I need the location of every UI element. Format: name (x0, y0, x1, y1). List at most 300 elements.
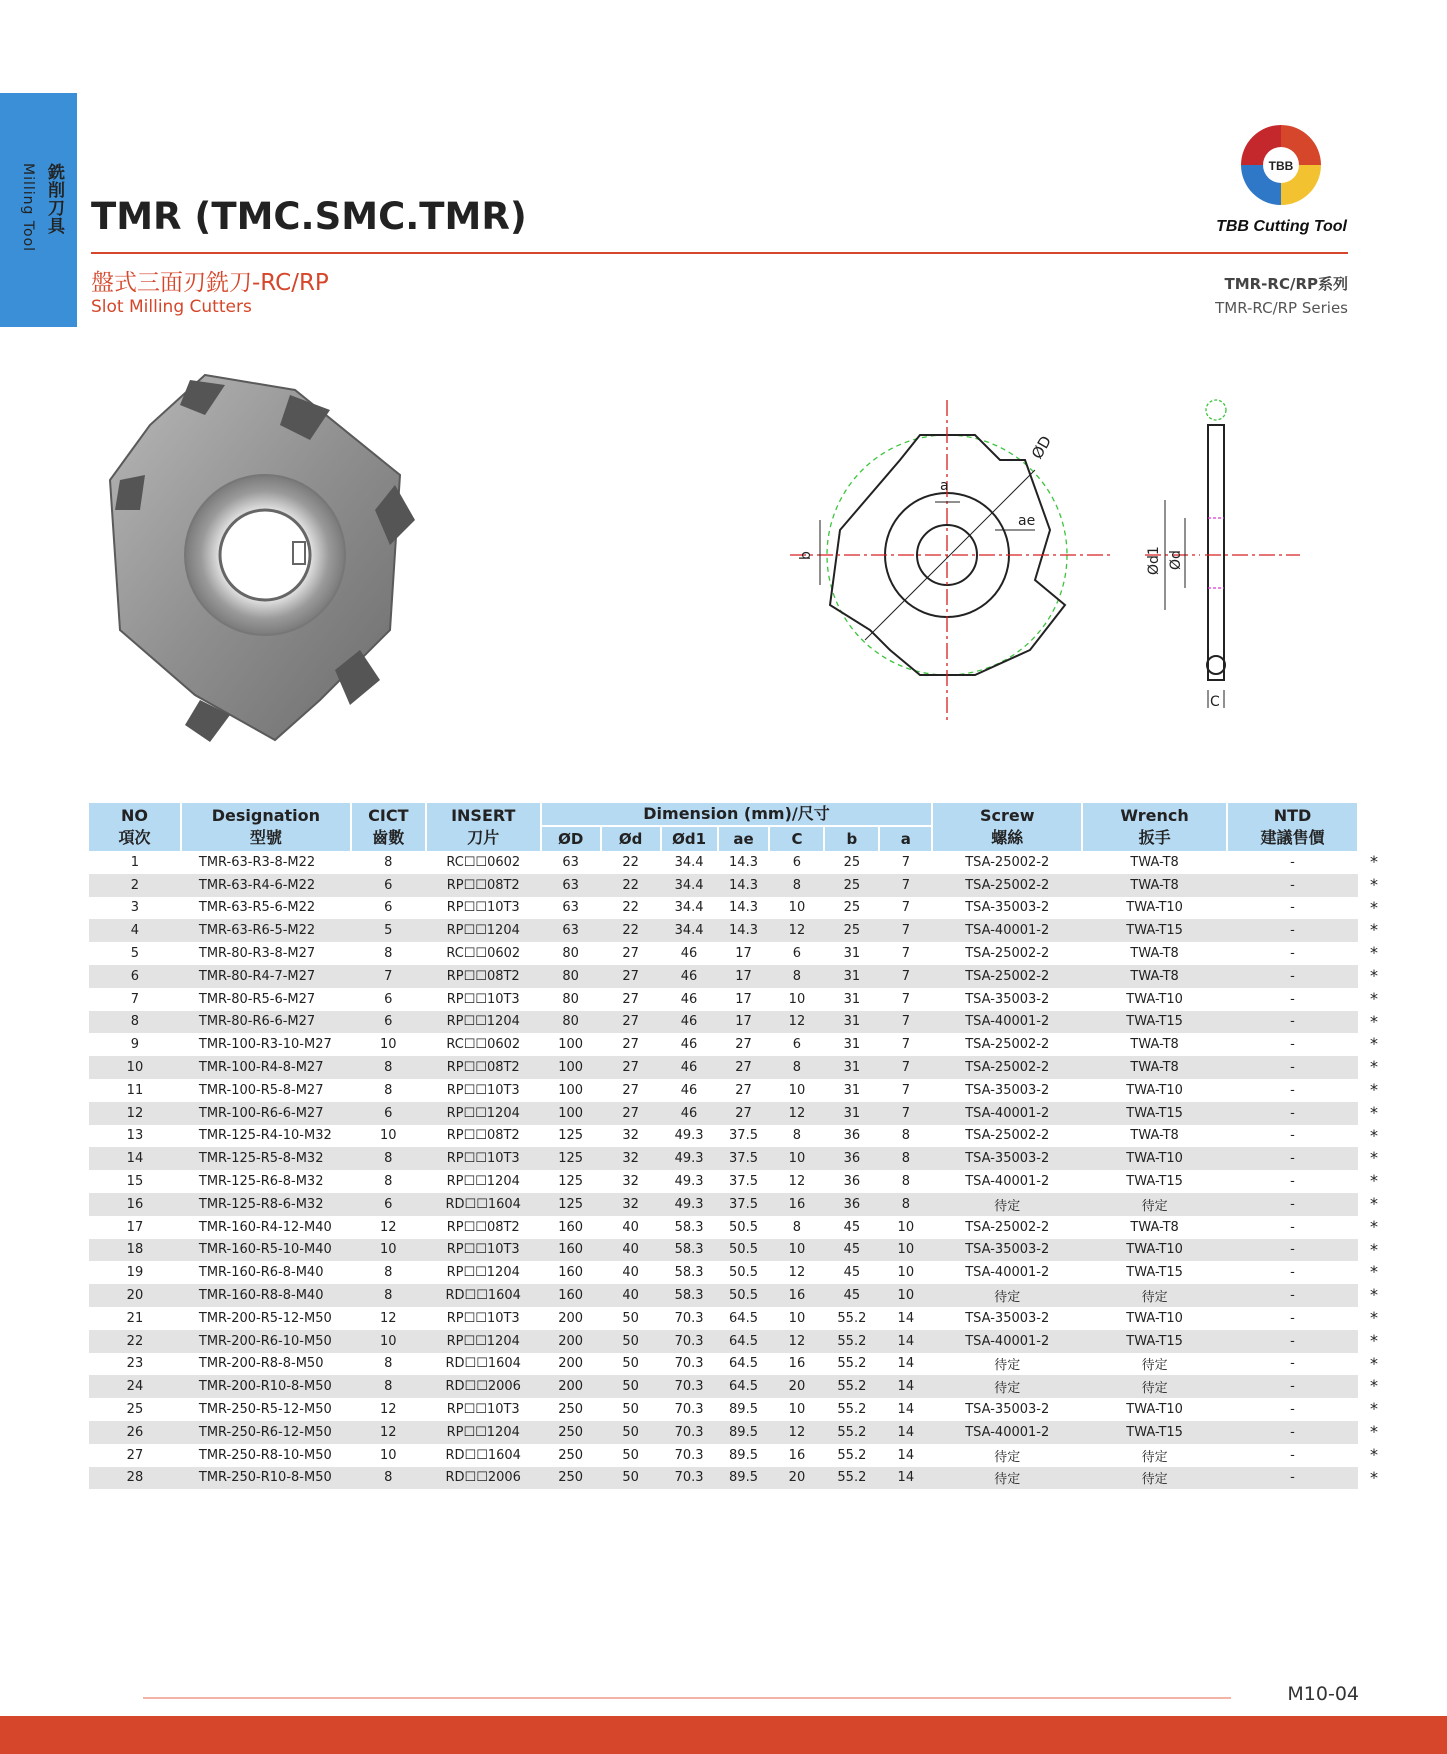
subtitle-en: Slot Milling Cutters (91, 297, 252, 317)
table-cell: TMR-63-R3-8-M22 (198, 854, 316, 870)
table-cell: 64.5 (729, 1356, 758, 1372)
table-row (89, 874, 1358, 897)
table-cell: 49.3 (661, 1193, 718, 1216)
col-header-cict: CICT 齒數 (351, 803, 426, 851)
table-cell: TSA-25002-2 (932, 965, 1082, 988)
table-cell: 46 (661, 965, 718, 988)
table-cell: 6 (89, 965, 181, 988)
table-cell: 6 (351, 1011, 426, 1034)
table-cell: 16 (769, 1193, 824, 1216)
table-cell: 89.5 (718, 1467, 770, 1490)
table-cell: 46 (680, 1037, 698, 1053)
label-d: Ød (1168, 550, 1184, 570)
stock-mark: * (1370, 874, 1378, 894)
stock-mark: * (1370, 1216, 1378, 1236)
table-cell: TMR-160-R8-8-M40 (181, 1284, 351, 1307)
table-cell: 34.4 (674, 900, 704, 916)
footer-bar (0, 1716, 1447, 1754)
table-cell: 8 (384, 1265, 393, 1281)
table-cell: 14.3 (729, 854, 758, 870)
stock-mark: * (1370, 1079, 1378, 1099)
table-cell: 55.2 (837, 1447, 867, 1463)
table-cell: 46 (680, 1082, 698, 1098)
table-cell: 10 (769, 1147, 824, 1170)
table-cell: 70.3 (674, 1310, 704, 1326)
stock-mark: * (1370, 1034, 1378, 1054)
stock-mark: * (1370, 965, 1378, 985)
table-cell: 27 (601, 1056, 661, 1079)
table-cell: TWA-T10 (1126, 1310, 1183, 1326)
table-cell: 31 (843, 1082, 861, 1098)
table-cell: TWA-T15 (1126, 1174, 1183, 1190)
table-cell: RP☐☐1204 (426, 1102, 541, 1125)
table-cell: 15 (126, 1174, 144, 1190)
table-cell: 28 (89, 1467, 181, 1490)
table-cell: 89.5 (729, 1447, 758, 1463)
table-cell: 14 (879, 1421, 932, 1444)
table-cell: 80 (562, 946, 579, 962)
table-cell: TMR-100-R4-8-M27 (181, 1056, 351, 1079)
table-cell: TWA-T10 (1126, 900, 1183, 916)
table-cell: RP☐☐08T2 (426, 1056, 541, 1079)
table-cell: - (1227, 1147, 1358, 1170)
stock-mark: * (1370, 1330, 1378, 1350)
table-cell: 50 (622, 1310, 639, 1326)
table-cell: RP☐☐08T2 (446, 1219, 520, 1235)
table-row (89, 942, 1358, 965)
stock-mark: * (1370, 1193, 1378, 1213)
table-cell: 23 (126, 1356, 144, 1372)
table-cell: TSA-35003-2 (932, 1147, 1082, 1170)
table-cell: 200 (541, 1330, 601, 1353)
table-row (89, 1056, 1358, 1079)
table-cell: 70.3 (661, 1467, 718, 1490)
table-cell: RC☐☐0602 (446, 1037, 521, 1053)
table-cell: 125 (558, 1128, 584, 1144)
table-cell: 31 (824, 1102, 879, 1125)
table-cell: - (1290, 1174, 1295, 1190)
table-cell: RP☐☐10T3 (446, 1082, 520, 1098)
table-row (89, 1239, 1358, 1262)
table-cell: 1 (130, 854, 140, 870)
table-cell: 8 (351, 1056, 426, 1079)
table-cell: 63 (562, 854, 579, 870)
table-cell: 10 (897, 1219, 915, 1235)
table-cell: 20 (769, 1375, 824, 1398)
table-row (89, 1011, 1358, 1034)
table-cell: 12 (769, 1102, 824, 1125)
table-cell: 37.5 (718, 1147, 770, 1170)
logo-text: TBB Cutting Tool (1216, 218, 1347, 235)
table-cell: 36 (843, 1174, 861, 1190)
table-cell: 58.3 (674, 1219, 704, 1235)
table-cell: TSA-40001-2 (965, 1174, 1050, 1190)
table-cell: 70.3 (661, 1330, 718, 1353)
header-divider (91, 252, 1348, 254)
table-cell: 89.5 (718, 1421, 770, 1444)
table-cell: 7 (901, 991, 910, 1007)
table-cell: 待定 (1082, 1284, 1227, 1307)
table-cell: 8 (384, 1356, 393, 1372)
table-cell: TMR-100-R5-8-M27 (198, 1082, 324, 1098)
table-cell: 12 (380, 1310, 397, 1326)
table-cell: 10 (380, 1447, 397, 1463)
table-cell: TSA-35003-2 (965, 900, 1050, 916)
table-cell: 100 (541, 1056, 601, 1079)
table-cell: - (1227, 1102, 1358, 1125)
table-cell: RP☐☐1204 (426, 1421, 541, 1444)
table-cell: 12 (769, 1011, 824, 1034)
table-cell: 12 (351, 1421, 426, 1444)
table-cell: 50 (622, 1447, 639, 1463)
table-cell: TSA-25002-2 (965, 1219, 1050, 1235)
table-cell: 7 (879, 1011, 932, 1034)
table-cell: - (1290, 1447, 1295, 1463)
table-cell: TWA-T10 (1126, 991, 1183, 1007)
table-cell: 64.5 (718, 1330, 770, 1353)
table-cell: 6 (792, 1037, 802, 1053)
table-row (89, 1033, 1358, 1056)
col-header-screw: Screw 螺絲 (932, 803, 1082, 851)
table-cell: 14.3 (718, 874, 770, 897)
table-cell: 70.3 (661, 1375, 718, 1398)
table-cell: 50.5 (718, 1239, 770, 1262)
table-cell: 32 (622, 1128, 639, 1144)
table-cell: 19 (126, 1265, 144, 1281)
table-cell: 7 (130, 991, 140, 1007)
table-cell: RP☐☐1204 (446, 1265, 520, 1281)
table-cell: TMR-160-R6-8-M40 (198, 1265, 324, 1281)
table-cell: 10 (788, 1082, 806, 1098)
table-cell: 46 (661, 1102, 718, 1125)
table-cell: 31 (843, 1037, 861, 1053)
table-cell: 8 (384, 1174, 393, 1190)
stock-mark: * (1370, 988, 1378, 1008)
table-cell: TWA-T10 (1126, 1402, 1183, 1418)
table-cell: 200 (541, 1375, 601, 1398)
table-cell: 25 (824, 919, 879, 942)
table-cell: 22 (601, 919, 661, 942)
table-cell: 50 (601, 1467, 661, 1490)
table-cell: 37.5 (718, 1193, 770, 1216)
table-cell: 32 (622, 1174, 639, 1190)
table-cell: 80 (562, 991, 579, 1007)
table-cell: 31 (824, 1056, 879, 1079)
table-cell: TSA-35003-2 (965, 991, 1050, 1007)
table-cell: TMR-200-R5-12-M50 (198, 1310, 332, 1326)
table-cell: 125 (558, 1174, 584, 1190)
table-cell: 55.2 (824, 1467, 879, 1490)
stock-mark: * (1370, 1057, 1378, 1077)
table-cell: 250 (541, 1467, 601, 1490)
table-cell: 25 (843, 854, 861, 870)
table-cell: TMR-125-R6-8-M32 (198, 1174, 324, 1190)
stock-mark: * (1370, 1285, 1378, 1305)
table-cell: 50.5 (718, 1284, 770, 1307)
table-cell: 6 (384, 991, 393, 1007)
table-cell: 80 (541, 965, 601, 988)
stock-mark: * (1370, 1011, 1378, 1031)
table-cell: 45 (843, 1219, 861, 1235)
table-cell: 待定 (932, 1284, 1082, 1307)
table-cell: 50.5 (729, 1265, 758, 1281)
table-cell: 250 (558, 1447, 584, 1463)
table-cell: 7 (901, 854, 910, 870)
table-cell: 31 (843, 946, 861, 962)
table-cell: 37.5 (729, 1174, 758, 1190)
table-cell: 8 (769, 874, 824, 897)
table-cell: 26 (89, 1421, 181, 1444)
table-cell: 27 (735, 1037, 752, 1053)
table-cell: 18 (89, 1239, 181, 1262)
stock-mark: * (1370, 852, 1378, 871)
table-cell: RP☐☐10T3 (446, 991, 520, 1007)
table-cell: RC☐☐0602 (446, 854, 521, 870)
table-cell: TMR-63-R4-6-M22 (181, 874, 351, 897)
table-cell: 10 (89, 1056, 181, 1079)
table-cell: 80 (541, 1011, 601, 1034)
spec-table (89, 803, 1359, 1489)
table-cell: - (1227, 1239, 1358, 1262)
table-cell: 55.2 (837, 1402, 867, 1418)
table-cell: TSA-35003-2 (932, 1239, 1082, 1262)
table-cell: 100 (558, 1082, 584, 1098)
table-cell: - (1227, 874, 1358, 897)
table-cell: 8 (89, 1011, 181, 1034)
table-cell: 12 (769, 1421, 824, 1444)
table-cell: RD☐☐2006 (426, 1467, 541, 1490)
table-cell: 50 (601, 1330, 661, 1353)
table-cell: 63 (541, 919, 601, 942)
table-cell: - (1227, 1284, 1358, 1307)
table-cell: 8 (351, 1147, 426, 1170)
table-cell: TMR-100-R6-6-M27 (181, 1102, 351, 1125)
table-cell: 55.2 (824, 1375, 879, 1398)
logo-mark-text: TBB (1268, 159, 1294, 173)
table-row (89, 988, 1358, 1011)
table-cell: 10 (879, 1284, 932, 1307)
table-cell: TMR-80-R5-6-M27 (198, 991, 316, 1007)
table-cell: TMR-200-R10-8-M50 (181, 1375, 351, 1398)
table-cell: 8 (351, 1284, 426, 1307)
table-row (89, 1125, 1358, 1148)
table-cell: TMR-80-R3-8-M27 (198, 946, 316, 962)
table-cell: 160 (558, 1265, 584, 1281)
table-cell: 22 (622, 854, 639, 870)
table-cell: TSA-25002-2 (932, 874, 1082, 897)
table-cell: TWA-T8 (1130, 1128, 1179, 1144)
stock-mark: * (1370, 1102, 1378, 1122)
table-cell: TMR-80-R6-6-M27 (181, 1011, 351, 1034)
table-cell: 7 (901, 946, 910, 962)
table-cell: 10 (788, 991, 806, 1007)
table-cell: 55.2 (837, 1356, 867, 1372)
table-cell: - (1290, 1310, 1295, 1326)
table-cell: 49.3 (661, 1147, 718, 1170)
table-cell: 25 (843, 900, 861, 916)
table-cell: 250 (558, 1402, 584, 1418)
table-cell: - (1227, 1193, 1358, 1216)
table-cell: 46 (661, 1056, 718, 1079)
table-cell: TWA-T8 (1130, 854, 1179, 870)
table-cell: 14 (879, 1375, 932, 1398)
table-cell: 8 (879, 1147, 932, 1170)
table-cell: 8 (792, 1128, 802, 1144)
table-cell: 8 (901, 1174, 910, 1190)
table-cell: TSA-40001-2 (932, 1102, 1082, 1125)
table-cell: 待定 (1082, 1467, 1227, 1490)
table-row (89, 1284, 1358, 1307)
table-cell: TWA-T15 (1082, 1102, 1227, 1125)
table-cell: 5 (351, 919, 426, 942)
table-row (89, 1170, 1358, 1193)
table-cell: TSA-35003-2 (965, 1402, 1050, 1418)
col-header-ntd: NTD 建議售價 (1227, 803, 1358, 851)
table-cell: 34.4 (674, 854, 704, 870)
table-cell: 160 (541, 1284, 601, 1307)
table-cell: 17 (718, 965, 770, 988)
cutter-product-image (105, 370, 445, 750)
label-D: ØD (1027, 432, 1056, 462)
table-cell: 27 (735, 1082, 752, 1098)
table-cell: 待定 (994, 1358, 1021, 1374)
table-cell: TSA-40001-2 (932, 1421, 1082, 1444)
table-cell: - (1227, 1330, 1358, 1353)
table-cell: TWA-T8 (1130, 946, 1179, 962)
stock-mark: * (1370, 1262, 1378, 1282)
table-cell: 40 (601, 1284, 661, 1307)
stock-mark: * (1370, 1171, 1378, 1191)
table-cell: TMR-80-R4-7-M27 (181, 965, 351, 988)
series-label-cn: TMR-RC/RP系列 (1224, 275, 1348, 293)
stock-mark: * (1370, 1353, 1378, 1373)
table-cell: TWA-T8 (1082, 965, 1227, 988)
table-cell: RP☐☐10T3 (446, 1402, 520, 1418)
table-cell: TMR-250-R8-10-M50 (198, 1447, 332, 1463)
table-cell: 46 (661, 1011, 718, 1034)
table-cell: 8 (769, 965, 824, 988)
table-cell: 27 (601, 1011, 661, 1034)
table-cell: TWA-T15 (1082, 919, 1227, 942)
table-cell: TWA-T10 (1082, 1239, 1227, 1262)
table-cell: 8 (384, 1082, 393, 1098)
table-cell: 待定 (994, 1449, 1021, 1465)
col-header-designation: Designation 型號 (181, 803, 351, 851)
table-cell: 27 (622, 1082, 639, 1098)
table-cell: 6 (351, 874, 426, 897)
table-row (89, 1467, 1358, 1490)
table-cell: 27 (126, 1447, 144, 1463)
table-cell: 21 (126, 1310, 144, 1326)
table-cell: 7 (879, 1056, 932, 1079)
table-row (89, 1147, 1358, 1170)
table-cell: 55.2 (837, 1310, 867, 1326)
table-cell: 待定 (932, 1193, 1082, 1216)
table-cell: 27 (622, 1037, 639, 1053)
table-cell: 20 (769, 1467, 824, 1490)
table-cell: 100 (558, 1037, 584, 1053)
table-row (89, 1102, 1358, 1125)
label-ae: ae (1018, 513, 1036, 529)
page-number: M10-04 (1287, 1683, 1359, 1705)
table-cell: 45 (824, 1239, 879, 1262)
table-cell: TSA-25002-2 (965, 946, 1050, 962)
table-row (89, 919, 1358, 942)
table-cell: 6 (384, 900, 393, 916)
table-cell: 55.2 (824, 1421, 879, 1444)
table-cell: 8 (351, 1467, 426, 1490)
table-cell: TWA-T15 (1082, 1011, 1227, 1034)
table-cell: 14 (89, 1147, 181, 1170)
table-cell: 27 (718, 1102, 770, 1125)
table-cell: TSA-25002-2 (965, 854, 1050, 870)
table-cell: TWA-T15 (1082, 1330, 1227, 1353)
table-cell: 27 (601, 1102, 661, 1125)
table-cell: 200 (558, 1310, 584, 1326)
table-cell: 89.5 (729, 1402, 758, 1418)
table-cell: 100 (541, 1102, 601, 1125)
col-header-dim-d1: Ød1 (661, 826, 718, 851)
table-cell: TMR-200-R8-8-M50 (198, 1356, 324, 1372)
table-cell: 6 (351, 1102, 426, 1125)
table-cell: 37.5 (729, 1128, 758, 1144)
table-cell: 31 (824, 965, 879, 988)
table-cell: 12 (380, 1402, 397, 1418)
table-cell: 55.2 (824, 1330, 879, 1353)
table-cell: - (1290, 1128, 1295, 1144)
table-cell: 10 (879, 1239, 932, 1262)
table-cell: 250 (541, 1421, 601, 1444)
table-row (89, 1398, 1358, 1421)
table-cell: 70.3 (674, 1447, 704, 1463)
table-cell: 8 (351, 1375, 426, 1398)
technical-drawing (780, 390, 1300, 720)
table-cell: 40 (622, 1219, 639, 1235)
table-cell: 6 (351, 1193, 426, 1216)
table-cell: 14 (897, 1402, 915, 1418)
table-cell: 27 (718, 1056, 770, 1079)
table-cell: TWA-T10 (1126, 1082, 1183, 1098)
table-cell: TMR-63-R6-5-M22 (181, 919, 351, 942)
table-row (89, 1216, 1358, 1239)
table-cell: 27 (622, 991, 639, 1007)
table-cell: 待定 (1141, 1449, 1168, 1465)
table-cell: - (1290, 1037, 1295, 1053)
table-cell: 25 (126, 1402, 144, 1418)
table-cell: 8 (901, 1128, 910, 1144)
table-cell: TWA-T8 (1130, 1219, 1179, 1235)
table-cell: TMR-100-R3-10-M27 (198, 1037, 332, 1053)
table-cell: 14 (897, 1447, 915, 1463)
table-cell: 10 (351, 1330, 426, 1353)
table-cell: 31 (824, 1011, 879, 1034)
table-cell: - (1290, 1402, 1295, 1418)
table-cell: 45 (843, 1265, 861, 1281)
table-cell: 2 (89, 874, 181, 897)
side-tab-label-en: Milling Tool (20, 163, 36, 253)
table-cell: 8 (792, 1219, 802, 1235)
table-cell: RP☐☐1204 (426, 919, 541, 942)
table-cell: 45 (824, 1284, 879, 1307)
col-header-wrench: Wrench 扳手 (1082, 803, 1227, 851)
table-cell: TMR-160-R4-12-M40 (198, 1219, 332, 1235)
table-cell: TMR-125-R8-6-M32 (181, 1193, 351, 1216)
table-cell: - (1227, 1011, 1358, 1034)
table-cell: 70.3 (674, 1402, 704, 1418)
table-cell: 32 (601, 1193, 661, 1216)
table-cell: 7 (879, 1102, 932, 1125)
stock-mark: * (1370, 1239, 1378, 1259)
